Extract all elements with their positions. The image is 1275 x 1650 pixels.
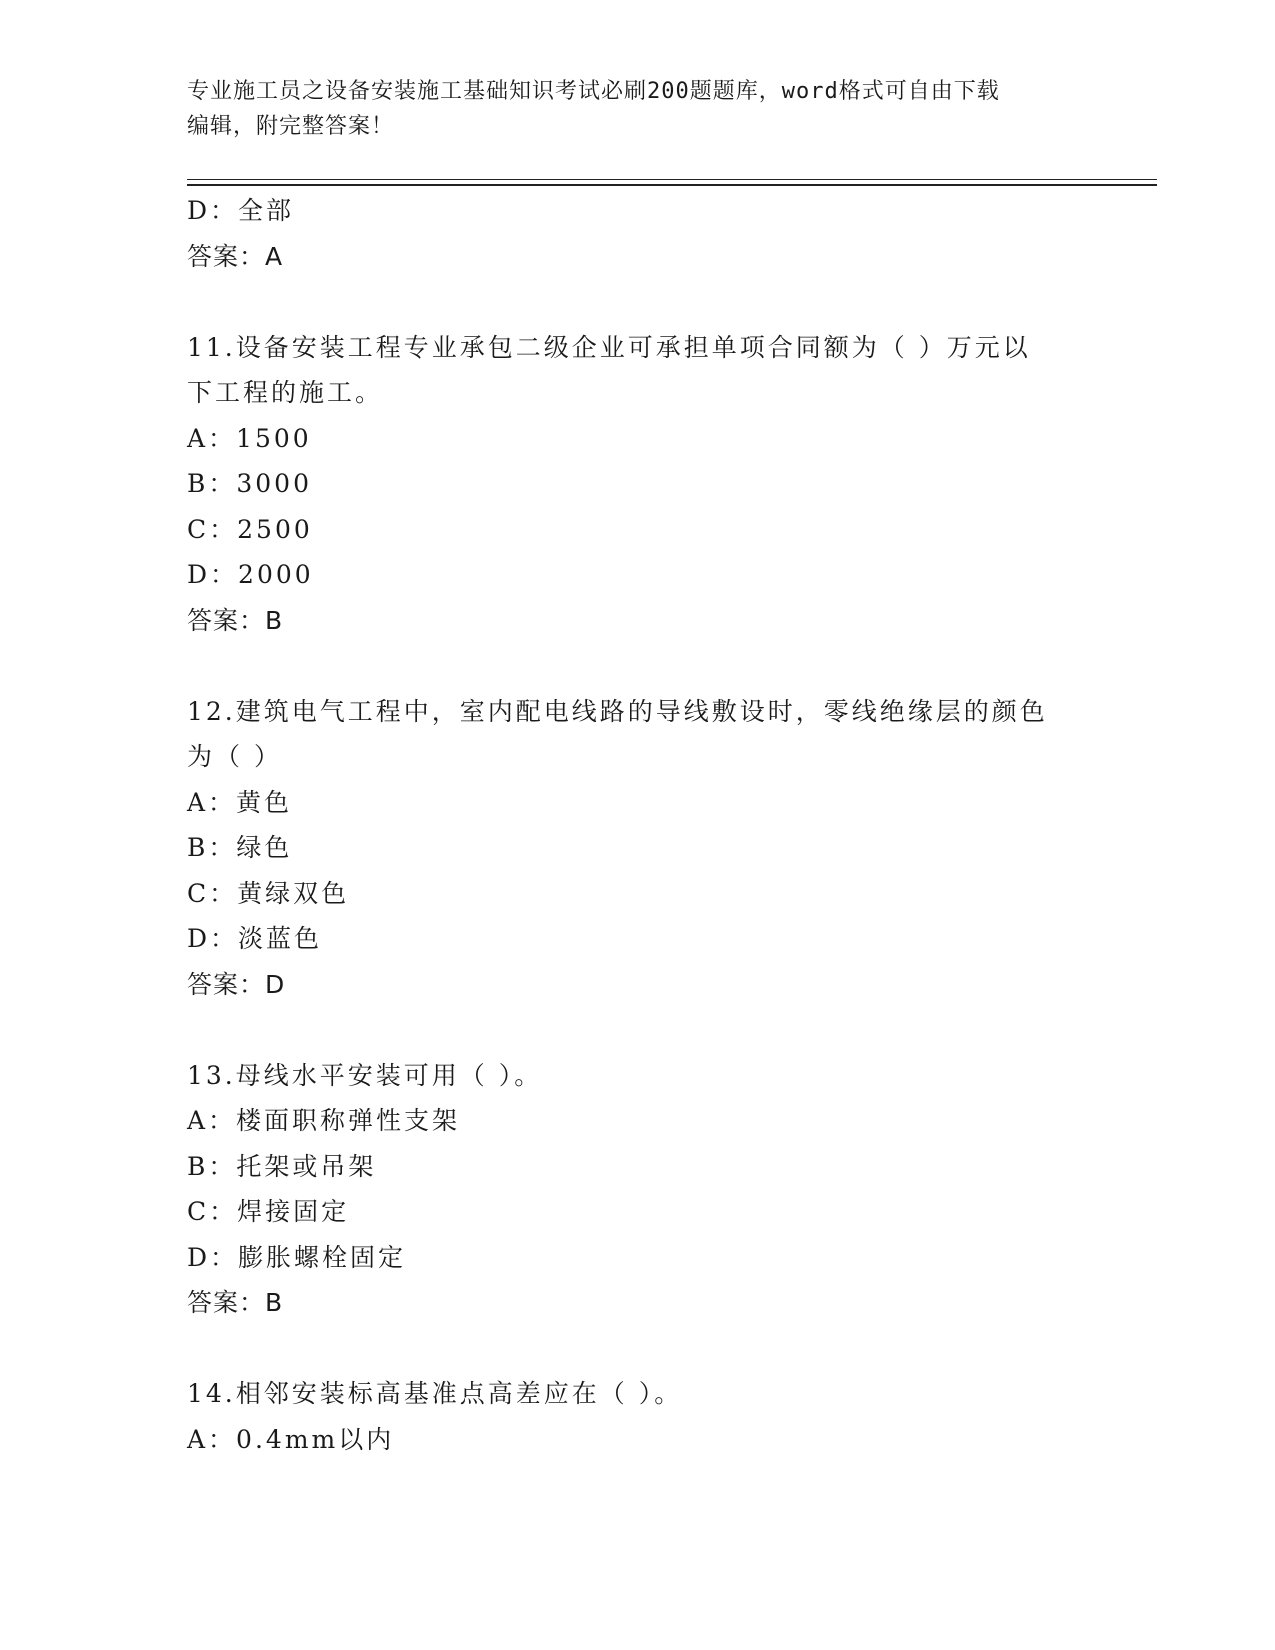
option-d: D：2000 — [187, 560, 314, 589]
answer-line: 答案：A — [187, 241, 284, 271]
question-stem: 14.相邻安装标高基准点高差应在（ ）。 — [187, 1379, 683, 1408]
question-stem: 13.母线水平安装可用（ ）。 — [187, 1060, 543, 1090]
option-c: C：焊接固定 — [187, 1197, 350, 1226]
spacer — [187, 1326, 1087, 1372]
question-stem-continued: 为（ ） — [187, 742, 282, 771]
question-stem: 11.设备安装工程专业承包二级企业可承担单项合同额为（ ）万元以 — [187, 332, 1031, 362]
header-divider-top — [187, 179, 1157, 180]
answer-line: 答案：B — [187, 605, 284, 635]
option-d: D：淡蓝色 — [187, 924, 323, 953]
question-list — [187, 188, 1087, 1462]
spacer — [187, 643, 1087, 689]
option-a: A：黄色 — [187, 787, 293, 817]
question-13 — [187, 1053, 1087, 1326]
option-d: D：膨胀螺栓固定 — [187, 1242, 407, 1272]
option-a: A：0.4mm以内 — [187, 1424, 395, 1454]
option-a: A：1500 — [187, 423, 312, 453]
option-b: B：托架或吊架 — [187, 1151, 377, 1181]
question-12 — [187, 689, 1087, 1008]
spacer — [187, 279, 1087, 325]
question-stem: 12.建筑电气工程中，室内配电线路的导线敷设时，零线绝缘层的颜色 — [187, 696, 1048, 726]
header-divider-bottom — [187, 184, 1157, 186]
option-b: B：3000 — [187, 469, 312, 498]
question-11 — [187, 325, 1087, 644]
answer-line: 答案：B — [187, 1288, 284, 1317]
question-14 — [187, 1371, 1087, 1462]
option-c: C：黄绿双色 — [187, 878, 350, 908]
header-title-line-2: 编辑，附完整答案！ — [187, 114, 395, 139]
option-d: D：全部 — [187, 196, 295, 225]
previous-question-tail — [187, 188, 1087, 279]
question-stem-continued: 下工程的施工。 — [187, 378, 384, 407]
header-title-line-1: 专业施工员之设备安装施工基础知识考试必刷200题题库，word格式可自由下载 — [187, 79, 1000, 104]
option-a: A：楼面职称弹性支架 — [187, 1106, 461, 1135]
answer-line: 答案：D — [187, 969, 286, 999]
document-header — [187, 74, 1087, 144]
option-b: B：绿色 — [187, 833, 293, 862]
option-c: C：2500 — [187, 514, 313, 544]
spacer — [187, 1007, 1087, 1053]
